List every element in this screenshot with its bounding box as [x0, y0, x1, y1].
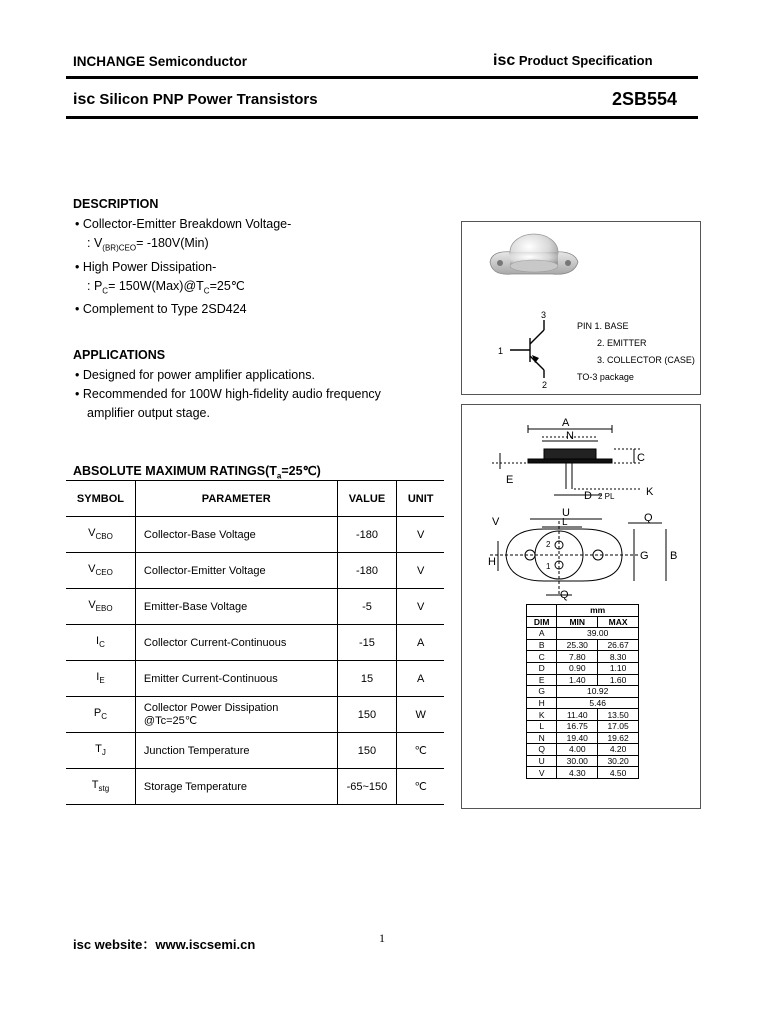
parameter-cell: Storage Temperature	[135, 769, 337, 805]
pin-label-2: 2	[542, 380, 548, 390]
applications-heading: APPLICATIONS	[73, 348, 166, 362]
outline-drawing	[462, 405, 700, 605]
dim-cell: B	[527, 639, 557, 651]
transistor-symbol	[510, 320, 544, 378]
parameter-cell: Collector Power Dissipation @Tc=25℃	[135, 697, 337, 733]
desc-bullet-1: • Collector-Emitter Breakdown Voltage-	[75, 217, 292, 231]
dim-max-cell: 4.50	[598, 767, 639, 779]
dim-cell: E	[527, 674, 557, 686]
table-row	[66, 517, 444, 553]
parameter-cell: Collector-Emitter Voltage	[135, 553, 337, 589]
dim-label-q-top: Q	[644, 512, 653, 524]
ratings-body	[66, 517, 444, 805]
dim-min-cell: 19.40	[557, 732, 598, 744]
pin-info	[577, 318, 695, 386]
value-cell: -5	[337, 589, 397, 625]
table-row	[527, 755, 639, 767]
dim-cell: G	[527, 686, 557, 698]
package-type: TO-3 package	[577, 372, 634, 382]
symbol-cell: $P_C$	[66, 697, 135, 733]
dim-max-cell: 4.20	[598, 744, 639, 756]
unit-cell: A	[397, 661, 444, 697]
dim-col-min: MIN	[557, 616, 598, 628]
desc-bullet-2: • High Power Dissipation-	[75, 259, 217, 274]
dim-min-cell: 4.00	[557, 744, 598, 756]
col-value: VALUE	[337, 481, 397, 517]
value-cell: 150	[337, 733, 397, 769]
applications-list	[75, 366, 381, 423]
table-row	[66, 661, 444, 697]
dim-label-g: G	[640, 550, 649, 562]
dim-label-k: K	[646, 486, 654, 498]
parameter-cell: Collector Current-Continuous	[135, 625, 337, 661]
table-row	[527, 744, 639, 756]
hole-label-1: 1	[546, 562, 551, 571]
app-bullet-1: • Designed for power amplifier applications.	[75, 368, 315, 382]
dim-min-cell: 0.90	[557, 662, 598, 674]
table-row	[527, 686, 639, 698]
symbol-cell: $V_{CBO}$	[66, 517, 135, 553]
to3-package-image	[490, 234, 578, 274]
table-row	[527, 674, 639, 686]
dim-unit: mm	[557, 605, 639, 617]
app-bullet-2: • Recommended for 100W high-fidelity audio frequency	[75, 387, 381, 401]
description-list	[75, 215, 291, 319]
col-symbol: SYMBOL	[66, 481, 135, 517]
ratings-heading: ABSOLUTE MAXIMUM $RATINGS(T_a=25℃)$	[73, 464, 321, 481]
part-number: 2SB554	[612, 89, 678, 109]
page-number: 1	[379, 931, 385, 945]
table-row	[527, 662, 639, 674]
dim-label-q-bottom: Q	[560, 589, 569, 601]
dim-label-v: V	[492, 516, 500, 528]
parameter-cell: Emitter-Base Voltage	[135, 589, 337, 625]
dim-max-cell: 30.20	[598, 755, 639, 767]
dim-value-cell: 5.46	[557, 697, 639, 709]
table-row	[66, 625, 444, 661]
symbol-cell: $V_{EBO}$	[66, 589, 135, 625]
parameter-cell: Junction Temperature	[135, 733, 337, 769]
dim-label-d: D	[584, 490, 592, 502]
desc-bullet-3: • Complement to Type 2SD424	[75, 302, 247, 316]
dim-max-cell: 17.05	[598, 720, 639, 732]
dim-cell: L	[527, 720, 557, 732]
table-row	[527, 697, 639, 709]
table-row	[527, 639, 639, 651]
desc-bullet-1-value: : $V_{(BR)CEO}= -180V(Min)$	[87, 236, 209, 253]
pin-2-emitter: 2. EMITTER	[597, 338, 647, 348]
dim-min-cell: 30.00	[557, 755, 598, 767]
table-row	[66, 733, 444, 769]
dim-cell: K	[527, 709, 557, 721]
table-row	[66, 589, 444, 625]
table-row	[527, 628, 639, 640]
unit-cell: V	[397, 517, 444, 553]
value-cell: 15	[337, 661, 397, 697]
dim-label-l: L	[562, 517, 568, 528]
dim-label-n: N	[566, 430, 574, 442]
desc-bullet-2-value: : $P_C=$ $150W(Max)@T_C=25℃$	[87, 278, 245, 295]
dim-max-cell: 1.60	[598, 674, 639, 686]
page-title	[73, 91, 318, 109]
value-cell: 150	[337, 697, 397, 733]
package-pinout-box	[461, 221, 701, 395]
dim-cell: D	[527, 662, 557, 674]
pin-1-base: PIN 1. BASE	[577, 321, 629, 331]
dim-max-cell: 13.50	[598, 709, 639, 721]
dim-max-cell: 1.10	[598, 662, 639, 674]
unit-cell: ℃	[397, 769, 444, 805]
dim-label-e: E	[506, 474, 514, 486]
app-bullet-2-cont: amplifier output stage.	[87, 406, 210, 420]
dimension-table	[526, 604, 639, 779]
unit-cell: W	[397, 697, 444, 733]
dim-min-cell: 7.80	[557, 651, 598, 663]
pin-label-3: 3	[541, 310, 547, 320]
unit-cell: V	[397, 589, 444, 625]
value-cell: -180	[337, 517, 397, 553]
col-parameter: PARAMETER	[135, 481, 337, 517]
dimension-body	[527, 628, 639, 779]
spec-text: Product Specification	[518, 53, 653, 68]
title-isc-prefix: isc	[73, 91, 96, 108]
ratings-header-row	[66, 481, 444, 517]
table-row	[527, 709, 639, 721]
symbol-cell: $I_E$	[66, 661, 135, 697]
dim-value-cell: 39.00	[557, 628, 639, 640]
parameter-cell: Emitter Current-Continuous	[135, 661, 337, 697]
dim-max-cell: 26.67	[598, 639, 639, 651]
ratings-table	[66, 480, 444, 805]
header-rule	[66, 76, 698, 79]
spec-label	[493, 52, 653, 70]
dim-min-cell: 25.30	[557, 639, 598, 651]
dim-cell: V	[527, 767, 557, 779]
hole-label-2: 2	[546, 540, 551, 549]
footer-website: isc website：www.iscsemi.cn	[73, 937, 256, 952]
dim-col-dim: DIM	[527, 616, 557, 628]
title-text: Silicon PNP Power Transistors	[99, 91, 318, 108]
company-name: INCHANGE Semiconductor	[73, 54, 248, 69]
dim-max-cell: 19.62	[598, 732, 639, 744]
dim-cell: C	[527, 651, 557, 663]
symbol-cell: $T_J$	[66, 733, 135, 769]
isc-prefix: isc	[493, 52, 516, 69]
table-row	[527, 732, 639, 744]
dim-max-cell: 8.30	[598, 651, 639, 663]
dim-min-cell: 4.30	[557, 767, 598, 779]
table-row	[527, 720, 639, 732]
value-cell: -15	[337, 625, 397, 661]
dim-min-cell: 16.75	[557, 720, 598, 732]
symbol-cell: $I_C$	[66, 625, 135, 661]
table-row	[66, 553, 444, 589]
dim-label-b: B	[670, 550, 678, 562]
dim-cell: U	[527, 755, 557, 767]
table-row	[527, 767, 639, 779]
symbol-cell: $T_{stg}$	[66, 769, 135, 805]
pin-label-1: 1	[498, 346, 504, 356]
dim-cell: H	[527, 697, 557, 709]
dim-label-2pl: 2 PL	[598, 492, 615, 501]
dim-min-cell: 1.40	[557, 674, 598, 686]
table-row	[66, 697, 444, 733]
dim-label-u: U	[562, 507, 570, 519]
parameter-cell: Collector-Base Voltage	[135, 517, 337, 553]
table-row	[527, 651, 639, 663]
symbol-cell: $V_{CEO}$	[66, 553, 135, 589]
value-cell: -180	[337, 553, 397, 589]
dim-col-max: MAX	[598, 616, 639, 628]
col-unit: UNIT	[397, 481, 444, 517]
dim-value-cell: 10.92	[557, 686, 639, 698]
unit-cell: ℃	[397, 733, 444, 769]
dim-unit-row	[527, 605, 639, 617]
dim-cell: N	[527, 732, 557, 744]
table-row	[66, 769, 444, 805]
title-rule	[66, 116, 698, 119]
unit-cell: A	[397, 625, 444, 661]
dim-label-h: H	[488, 556, 496, 568]
description-heading: DESCRIPTION	[73, 197, 159, 211]
dim-label-a: A	[562, 417, 570, 429]
pin-3-collector: 3. COLLECTOR (CASE)	[597, 355, 695, 365]
dim-cell: Q	[527, 744, 557, 756]
dim-min-cell: 11.40	[557, 709, 598, 721]
dim-label-c: C	[637, 452, 645, 464]
dim-header-row	[527, 616, 639, 628]
dim-cell: A	[527, 628, 557, 640]
unit-cell: V	[397, 553, 444, 589]
value-cell: -65~150	[337, 769, 397, 805]
